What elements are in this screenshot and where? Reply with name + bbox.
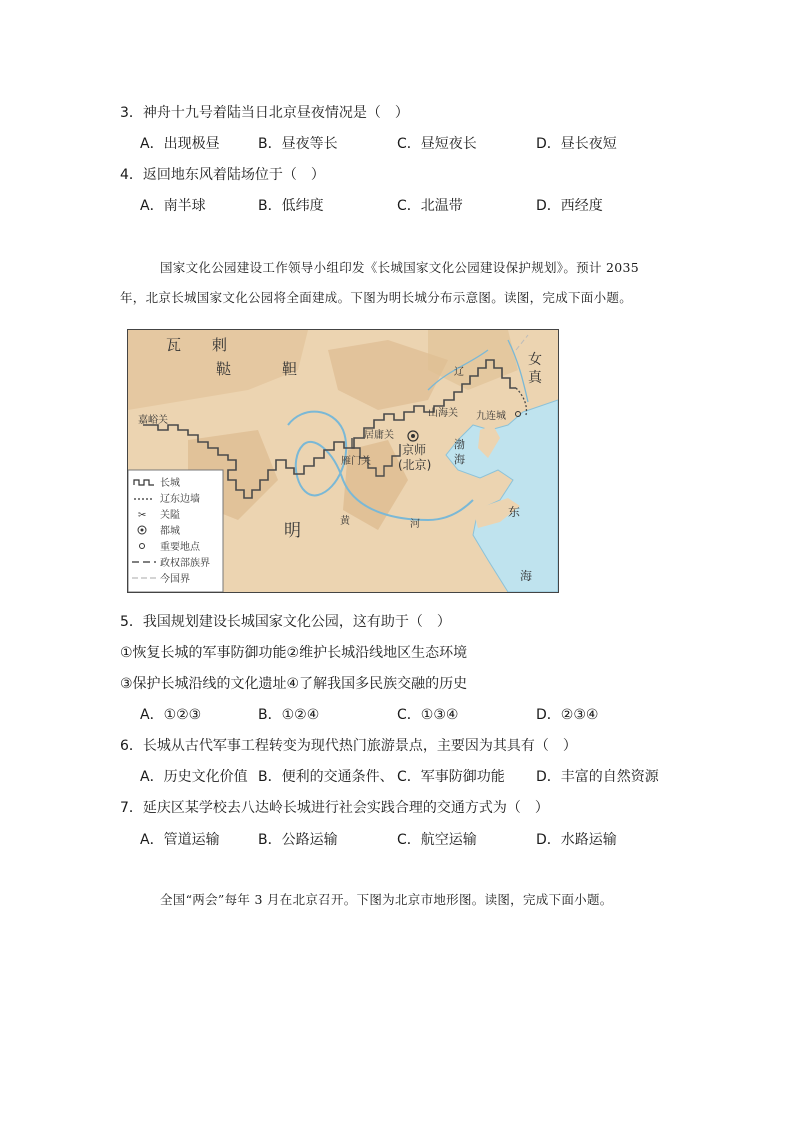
intro-1-line-2: 年，北京长城国家文化公园将全面建成。下图为明长城分布示意图。读图，完成下面小题。 bbox=[120, 290, 633, 305]
q7-option-d[interactable]: D．水路运输 bbox=[536, 832, 617, 848]
intro-2: 全国“两会”每年 3 月在北京召开。下图为北京市地形图。读图，完成下面小题。 bbox=[160, 892, 613, 907]
legend-item-place: 重要地点 bbox=[160, 542, 200, 553]
label-bohai-2: 海 bbox=[454, 453, 465, 466]
question-6-stem: 6．长城从古代军事工程转变为现代热门旅游景点，主要因为其具有（ ） bbox=[120, 738, 577, 754]
label-bohai-1: 渤 bbox=[454, 438, 465, 451]
q6-option-a[interactable]: A．历史文化价值 bbox=[140, 769, 248, 785]
legend-pass-icon: ✂ bbox=[138, 510, 147, 521]
label-donghai-1: 东 bbox=[508, 505, 521, 519]
label-ming: 明 bbox=[284, 521, 301, 541]
q7-option-b[interactable]: B．公路运输 bbox=[258, 832, 338, 848]
label-jiuliancheng: 九连城 bbox=[476, 411, 506, 422]
label-tata-2: 靼 bbox=[282, 360, 298, 378]
q3-option-c[interactable]: C．昼短夜长 bbox=[397, 136, 477, 152]
label-liao: 辽 bbox=[454, 367, 464, 378]
label-beijing: (北京) bbox=[398, 458, 432, 472]
q5-option-d[interactable]: D．②③④ bbox=[536, 707, 599, 723]
intro-1-line-1: 国家文化公园建设工作领导小组印发《长城国家文化公园建设保护规划》。预计 2035 bbox=[160, 260, 640, 275]
q3-option-a[interactable]: A．出现极昼 bbox=[140, 136, 220, 152]
q6-option-c[interactable]: C．军事防御功能 bbox=[397, 769, 505, 785]
label-tata-1: 鞑 bbox=[216, 360, 232, 378]
label-jiayuguan: 嘉峪关 bbox=[138, 415, 168, 426]
label-donghai-2: 海 bbox=[520, 569, 533, 583]
label-wala-2: 剌 bbox=[212, 336, 228, 354]
q7-option-c[interactable]: C．航空运输 bbox=[397, 832, 477, 848]
label-he: 河 bbox=[410, 519, 420, 530]
label-huang: 黄 bbox=[340, 516, 350, 527]
legend-item-wall: 长城 bbox=[160, 478, 180, 489]
question-3-stem: 3．神舟十九号着陆当日北京昼夜情况是（ ） bbox=[120, 105, 409, 121]
legend-item-national-border: 今国界 bbox=[160, 574, 190, 585]
label-nvzhen-2: 真 bbox=[528, 370, 542, 386]
q4-option-b[interactable]: B．低纬度 bbox=[258, 198, 324, 214]
q5-option-a[interactable]: A．①②③ bbox=[140, 707, 202, 723]
map-legend bbox=[128, 470, 223, 592]
legend-item-boundary: 政权部族界 bbox=[160, 558, 210, 569]
label-yanmenguan: 雁门关 bbox=[341, 456, 371, 467]
label-wala-1: 瓦 bbox=[166, 336, 182, 354]
question-7-stem: 7．延庆区某学校去八达岭长城进行社会实践合理的交通方式为（ ） bbox=[120, 800, 549, 816]
q6-option-b[interactable]: B．便利的交通条件、 bbox=[258, 769, 394, 785]
q4-option-d[interactable]: D．西经度 bbox=[536, 198, 603, 214]
q3-option-b[interactable]: B．昼夜等长 bbox=[258, 136, 338, 152]
legend-item-pass: 关隘 bbox=[160, 510, 180, 521]
q3-option-d[interactable]: D．昼长夜短 bbox=[536, 136, 617, 152]
question-4-stem: 4．返回地东风着陆场位于（ ） bbox=[120, 167, 325, 183]
legend-item-border-wall: 辽东边墙 bbox=[160, 494, 200, 505]
ming-great-wall-map bbox=[127, 329, 559, 593]
q7-option-a[interactable]: A．管道运输 bbox=[140, 832, 220, 848]
legend-item-capital: 都城 bbox=[160, 526, 180, 537]
label-juyongguan: 居庸关 bbox=[364, 430, 394, 441]
q6-option-d[interactable]: D．丰富的自然资源 bbox=[536, 769, 659, 785]
q4-option-a[interactable]: A．南半球 bbox=[140, 198, 206, 214]
label-jingshi: 京师 bbox=[402, 443, 427, 457]
q5-statement-line-1: ①恢复长城的军事防御功能②维护长城沿线地区生态环境 bbox=[120, 645, 468, 661]
label-nvzhen-1: 女 bbox=[528, 352, 542, 368]
q5-option-c[interactable]: C．①③④ bbox=[397, 707, 459, 723]
question-5-stem: 5．我国规划建设长城国家文化公园，这有助于（ ） bbox=[120, 614, 451, 630]
label-shanhaiguan: 山海关 bbox=[428, 408, 458, 419]
q4-option-c[interactable]: C．北温带 bbox=[397, 198, 463, 214]
q5-statement-line-2: ③保护长城沿线的文化遗址④了解我国多民族交融的历史 bbox=[120, 676, 468, 692]
q5-option-b[interactable]: B．①②④ bbox=[258, 707, 320, 723]
